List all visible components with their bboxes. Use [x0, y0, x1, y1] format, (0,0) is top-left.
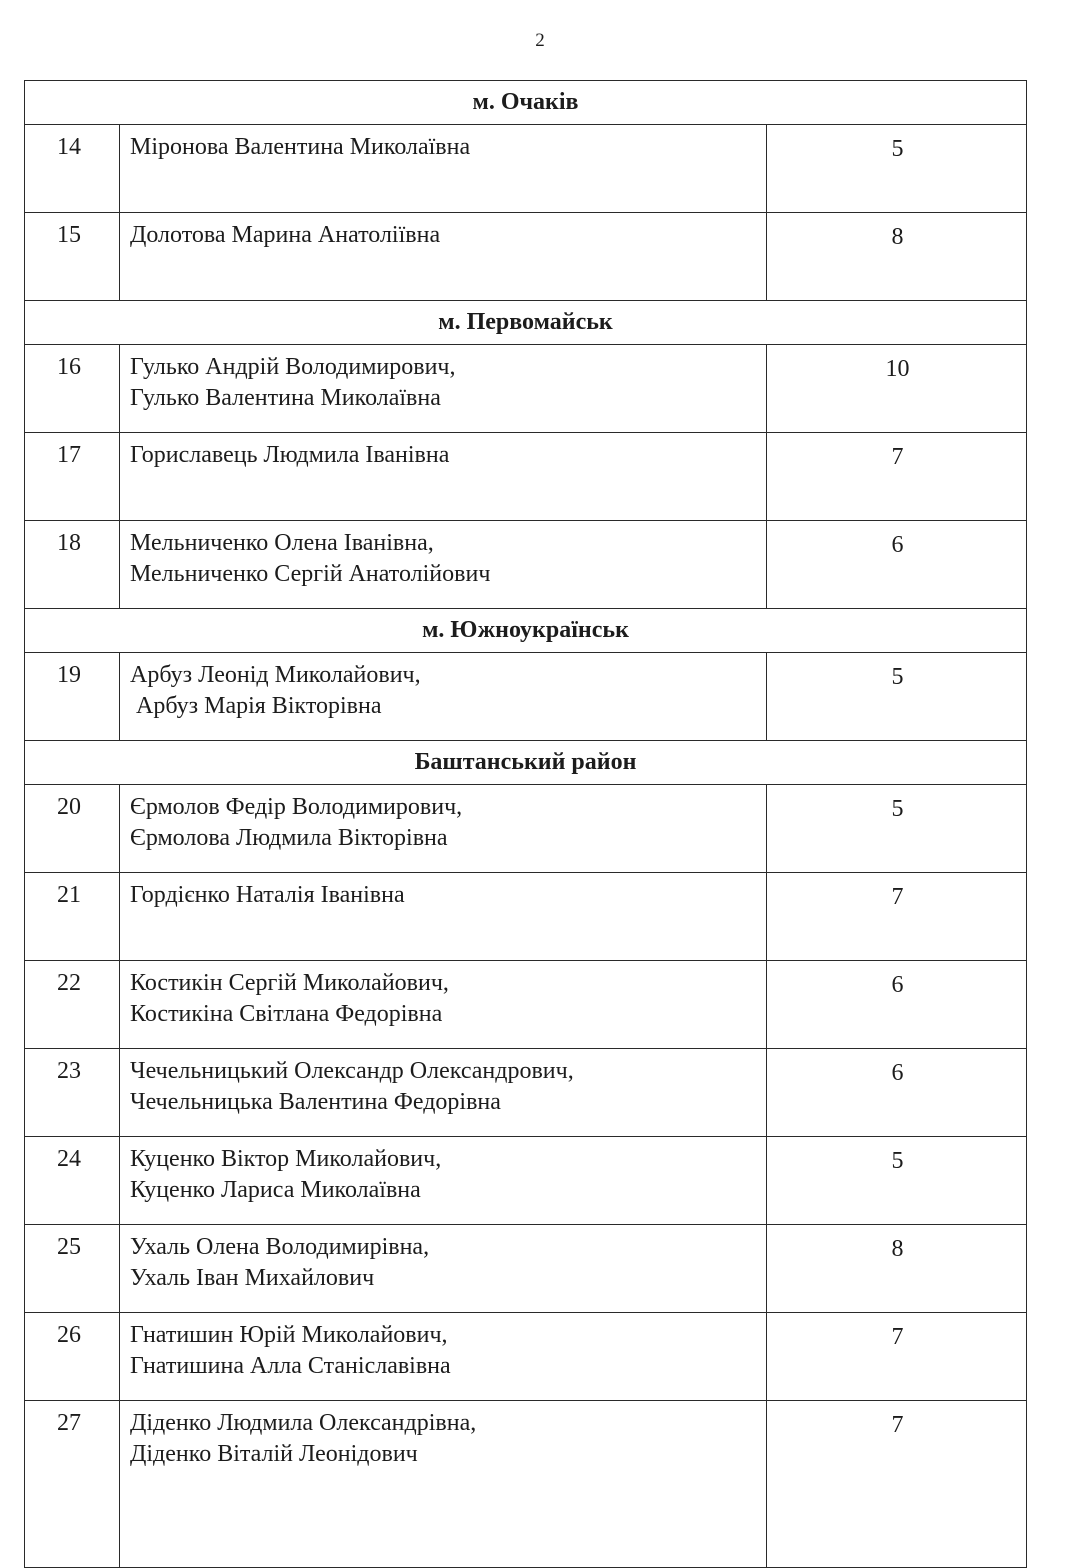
- table-row: [25, 1313, 1027, 1401]
- person-name: Куценко Лариса Миколаївна: [130, 1177, 421, 1203]
- family-names-cell: [120, 1049, 767, 1137]
- family-names-cell: [120, 1225, 767, 1313]
- count-value: 6: [767, 521, 1027, 609]
- section-title: м. Очаків: [25, 81, 1027, 125]
- count-value: 7: [767, 433, 1027, 521]
- family-names-cell: [120, 1137, 767, 1225]
- person-name: Єрмолова Людмила Вікторівна: [130, 825, 448, 851]
- row-number: 18: [25, 521, 120, 609]
- count-value: 6: [767, 961, 1027, 1049]
- person-name: Мельниченко Олена Іванівна,: [130, 530, 434, 556]
- person-name: Арбуз Марія Вікторівна: [130, 693, 382, 719]
- count-value: 7: [767, 1401, 1027, 1568]
- person-name: Діденко Віталій Леонідович: [130, 1441, 418, 1467]
- table-row: [25, 1225, 1027, 1313]
- table-body: [25, 81, 1027, 1568]
- family-names-cell: [120, 1401, 767, 1568]
- count-value: 6: [767, 1049, 1027, 1137]
- section-title: м. Южноукраїнськ: [25, 609, 1027, 653]
- table-row: [25, 961, 1027, 1049]
- person-name: Гориславець Людмила Іванівна: [130, 442, 450, 468]
- person-name: Гордієнко Наталія Іванівна: [130, 882, 405, 908]
- count-value: 5: [767, 653, 1027, 741]
- family-names-cell: [120, 213, 767, 301]
- count-value: 10: [767, 345, 1027, 433]
- person-name: Міронова Валентина Миколаївна: [130, 134, 471, 160]
- family-names-cell: [120, 125, 767, 213]
- row-number: 15: [25, 213, 120, 301]
- row-number: 24: [25, 1137, 120, 1225]
- count-value: 7: [767, 1313, 1027, 1401]
- table-row: [25, 213, 1027, 301]
- page-number: 2: [535, 30, 545, 51]
- section-title: м. Первомайськ: [25, 301, 1027, 345]
- row-number: 19: [25, 653, 120, 741]
- family-names-cell: [120, 873, 767, 961]
- row-number: 14: [25, 125, 120, 213]
- count-value: 5: [767, 1137, 1027, 1225]
- family-names-cell: [120, 785, 767, 873]
- person-name: Чечельницький Олександр Олександрович,: [130, 1058, 574, 1084]
- section-header-row: [25, 609, 1027, 653]
- row-number: 17: [25, 433, 120, 521]
- table-row: [25, 1049, 1027, 1137]
- family-names-cell: [120, 521, 767, 609]
- table-row: [25, 785, 1027, 873]
- table-row: [25, 125, 1027, 213]
- person-name: Костикін Сергій Миколайович,: [130, 970, 449, 996]
- table-row: [25, 1137, 1027, 1225]
- person-name: Ухаль Олена Володимирівна,: [130, 1234, 430, 1260]
- count-value: 5: [767, 785, 1027, 873]
- section-title: Баштанський район: [25, 741, 1027, 785]
- row-number: 26: [25, 1313, 120, 1401]
- recipients-table: [24, 80, 1027, 1568]
- person-name: Долотова Марина Анатоліївна: [130, 222, 441, 248]
- person-name: Гулько Валентина Миколаївна: [130, 385, 441, 411]
- person-name: Куценко Віктор Миколайович,: [130, 1146, 442, 1172]
- family-names-cell: [120, 433, 767, 521]
- table-row: [25, 873, 1027, 961]
- family-names-cell: [120, 1313, 767, 1401]
- table-row: [25, 521, 1027, 609]
- person-name: Гулько Андрій Володимирович,: [130, 354, 456, 380]
- row-number: 27: [25, 1401, 120, 1568]
- count-value: 7: [767, 873, 1027, 961]
- person-name: Мельниченко Сергій Анатолійович: [130, 561, 491, 587]
- person-name: Гнатишина Алла Станіславівна: [130, 1353, 451, 1379]
- section-header-row: [25, 81, 1027, 125]
- family-names-cell: [120, 653, 767, 741]
- person-name: Костикіна Світлана Федорівна: [130, 1001, 443, 1027]
- person-name: Гнатишин Юрій Миколайович,: [130, 1322, 448, 1348]
- count-value: 8: [767, 213, 1027, 301]
- family-names-cell: [120, 345, 767, 433]
- row-number: 23: [25, 1049, 120, 1137]
- table-row: [25, 1401, 1027, 1568]
- table-row: [25, 433, 1027, 521]
- count-value: 8: [767, 1225, 1027, 1313]
- person-name: Ухаль Іван Михайлович: [130, 1265, 375, 1291]
- row-number: 20: [25, 785, 120, 873]
- person-name: Діденко Людмила Олександрівна,: [130, 1410, 477, 1436]
- row-number: 25: [25, 1225, 120, 1313]
- count-value: 5: [767, 125, 1027, 213]
- table-row: [25, 653, 1027, 741]
- person-name: Чечельницька Валентина Федорівна: [130, 1089, 501, 1115]
- section-header-row: [25, 741, 1027, 785]
- person-name: Арбуз Леонід Миколайович,: [130, 662, 421, 688]
- family-names-cell: [120, 961, 767, 1049]
- person-name: Єрмолов Федір Володимирович,: [130, 794, 463, 820]
- section-header-row: [25, 301, 1027, 345]
- row-number: 22: [25, 961, 120, 1049]
- table-row: [25, 345, 1027, 433]
- row-number: 21: [25, 873, 120, 961]
- row-number: 16: [25, 345, 120, 433]
